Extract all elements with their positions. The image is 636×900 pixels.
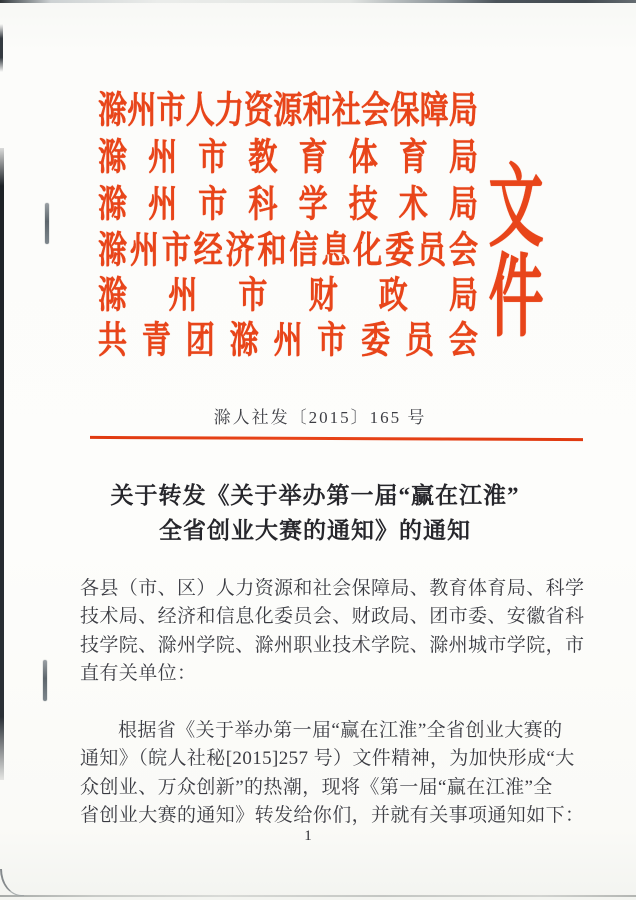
scan-left-edge	[0, 148, 4, 780]
letterhead-issuer-4: 滁 州 市 经 济 和 信 息 化 委 员 会	[98, 230, 478, 272]
body-line: 众创业、万众创新”的热潮，现将《第一届“赢在江淮”全	[80, 776, 553, 798]
scan-bottom-edge	[0, 895, 636, 897]
body-line: 各县（市、区）人力资源和社会保障局、教育体育局、科学	[80, 578, 585, 599]
letterhead-issuer-1: 滁 州 市 人 力 资 源 和 社 会 保 障 局	[98, 90, 478, 132]
recipients-paragraph	[80, 575, 585, 689]
staple-mark-bottom	[43, 660, 47, 701]
document-number: 滁人社发〔2015〕165 号	[213, 408, 427, 427]
body-line: 根据省《关于举办第一届“赢在江淮”全省创业大赛的	[118, 719, 563, 741]
body-line: 通知》（皖人社秘[2015]257 号）文件精神，为加快形成“大	[80, 748, 575, 770]
page-corner-curl	[0, 869, 24, 896]
body-line: 省创业大赛的通知》转发给你们，并就有关事项通知如下：	[80, 805, 585, 827]
document-marker-char-1: 文	[488, 156, 544, 258]
letterhead-issuer-2: 滁 州 市 教 育 体 育 局	[98, 137, 478, 179]
letterhead-issuer-3: 滁 州 市 科 学 技 术 局	[98, 184, 478, 226]
document-title	[30, 478, 600, 548]
document-title-line-1: 关于转发《关于举办第一届“赢在江淮”	[110, 483, 520, 508]
body-line: 技术局、经济和信息化委员会、财政局、团市委、安徽省科	[80, 606, 585, 628]
page-number: 1	[304, 828, 312, 844]
document-marker-char-2: 件	[488, 246, 544, 348]
letterhead-issuer-6: 共 青 团 滁 州 市 委 员 会	[98, 320, 478, 362]
document-title-line-2: 全省创业大赛的通知》的通知	[159, 518, 471, 543]
letterhead-issuer-5: 滁 州 市 财 政 局	[98, 275, 478, 317]
scan-left-edge-mark	[0, 24, 3, 72]
staple-mark-top	[45, 203, 49, 244]
notice-paragraph	[80, 717, 585, 831]
body-line: 技学院、滁州学院、滁州职业技术学院、滁州城市学院，市	[80, 634, 585, 656]
document-body	[80, 575, 585, 831]
red-separator-line	[90, 436, 583, 441]
scan-top-edge	[0, 0, 636, 3]
body-line: 直有关单位：	[80, 663, 197, 685]
document-marker-wenjian	[481, 156, 551, 348]
